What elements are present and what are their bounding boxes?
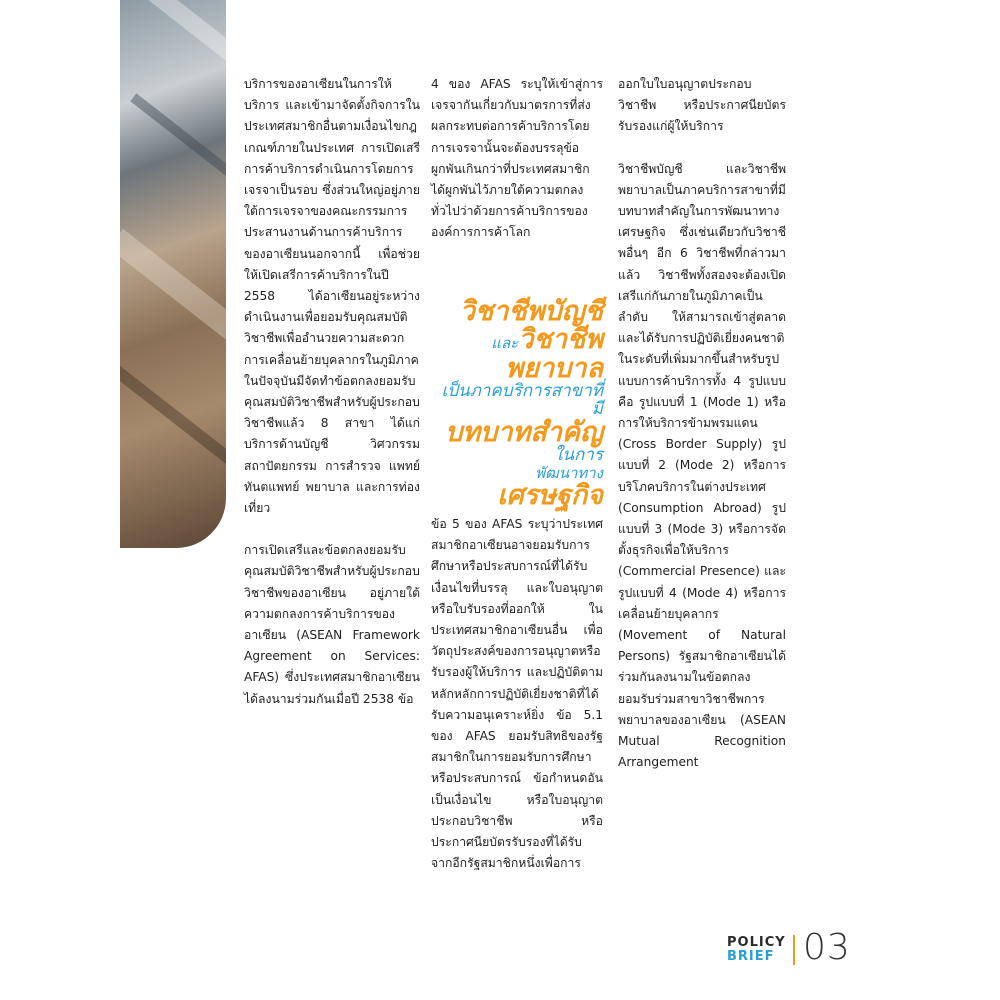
footer-brief-label: BRIEF [727, 949, 775, 964]
paragraph: วิชาชีพบัญชี และวิชาชีพพยาบาลเป็นภาคบริการสาขาที่มีบทบาทสำคัญในการพัฒนาทางเศรษฐกิจ ซึ่งเช่นเดียวกับวิชาชีพอื่นๆ อีก 6 วิชาชีพที่กล่าวมาแล้ว วิชาชีพทั้งสองจะต้องเปิดเสรีแก่กันภายในภูมิภาคเป็นลำดับ ให้สามารถเข้าสู่ตลาด และได้รับการปฏิบัติเยี่ยงคนชาติในระดับที่เพิ่มมากขึ้นสำหรับรูปแบบการค้าบริการทั้ง 4 รูปแบบ คือ รูปแบบที่ 1 (Mode 1) หรือการให้บริการข้ามพรมแดน (Cross Border Supply) รูปแบบที่ 2 (Mode 2) หรือการบริโภคบริการในต่างประเทศ (Consumption Abroad) รูปแบบที่ 3 (Mode 3) หรือการจัดตั้งธุรกิจเพื่อให้บริการ (Commercial Presence) และรูปแบบที่ 4 (Mode 4) หรือการเคลื่อนย้ายบุคลากร (Movement of Natural Persons) รัฐสมาชิกอาเซียนได้ร่วมกันลงนามในข้อตกลงยอมรับร่วมสาขาวิชาชีพการพยาบาลของอาเซียน (ASEAN Mutual Recognition Arrangement [618, 161, 786, 770]
pull-quote-line: เศรษฐกิจ [497, 479, 603, 511]
pull-quote [431, 298, 603, 510]
paragraph: การเปิดเสรีและข้อตกลงยอมรับคุณสมบัติวิชาชีพสำหรับผู้ประกอบวิชาชีพของอาเซียน อยู่ภายใต้ความตกลงการค้าบริการของอาเซียน (ASEAN Framework Agreement on Services: AFAS) ซึ่งประเทศสมาชิกอาเซียนได้ลงนามร่วมกันเมื่อปี 2538 ข้อ [244, 543, 420, 706]
text-column-2-top [431, 74, 603, 244]
text-column-2-bottom [431, 514, 603, 874]
page-number: 03 [803, 927, 851, 968]
header-photo [120, 0, 226, 548]
text-column-3 [618, 74, 786, 774]
paragraph: บริการของอาเซียนในการให้บริการ และเข้ามาจัดตั้งกิจการในประเทศสมาชิกอื่นตามเงื่อนไขกฎเกณฑ์ภายในประเทศ การเปิดเสรีการค้าบริการดำเนินการโดยการเจรจาเป็นรอบ ซึ่งส่วนใหญ่อยู่ภายใต้การเจรจาของคณะกรรมการประสานงานด้านการค้าบริการของอาเซียนนอกจากนี้ เพื่อช่วยให้เปิดเสรีการค้าบริการในปี 2558 ได้อาเซียนอยู่ระหว่างดำเนินงานเพื่อยอมรับคุณสมบัติวิชาชีพเพื่ออำนวยความสะดวกการเคลื่อนย้ายบุคลากรในภูมิภาคในปัจจุบันมีจัดทำข้อตกลงยอมรับคุณสมบัติวิชาชีพสำหรับผู้ประกอบวิชาชีพแล้ว 8 สาขา ได้แก่ บริการด้านบัญชี วิศวกรรม สถาปัตยกรรม การสำรวจ แพทย์ ทันตแพทย์ พยาบาล และการท่องเที่ยว [244, 77, 420, 516]
paragraph: 4 ของ AFAS ระบุให้เข้าสู่การเจรจากันเกี่ยวกับมาตรการที่ส่งผลกระทบต่อการค้าบริการโดยการเจรจานั้นจะต้องบรรลุข้อผูกพันเกินกว่าที่ประเทศสมาชิกได้ผูกพันไว้ภายใต้ความตกลงทั่วไปว่าด้วยการค้าบริการขององค์การการค้าโลก [431, 77, 603, 240]
pull-quote-line: ในการ [554, 445, 603, 466]
pull-quote-line: วิชาชีพบัญชี [459, 296, 603, 327]
footer-policy-label: POLICY [727, 935, 786, 950]
paragraph: ข้อ 5 ของ AFAS ระบุว่าประเทศสมาชิกอาเซียนอาจยอมรับการศึกษาหรือประสบการณ์ที่ได้รับ เงื่อนไขที่บรรลุ และใบอนุญาตหรือใบรับรองที่ออกให้ ในประเทศสมาชิกอาเซียนอื่น เพื่อวัตถุประสงค์ของการอนุญาตหรือรับรองผู้ให้บริการ และปฏิบัติตามหลักหลักการปฏิบัติเยี่ยงชาติที่ได้รับความอนุเคราะห์ยิ่ง ข้อ 5.1 ของ AFAS ยอมรับสิทธิของรัฐสมาชิกในการยอมรับการศึกษาหรือประสบการณ์ ข้อกำหนดอันเป็นเงื่อนไข หรือใบอนุญาตประกอบวิชาชีพ หรือประกาศนียบัตรรับรองที่ได้รับจากอีกรัฐสมาชิกหนึ่งเพื่อการ [431, 517, 603, 871]
pull-quote-line: วิชาชีพพยาบาล [505, 324, 603, 384]
pull-quote-line: และ [491, 334, 519, 353]
pull-quote-line: พัฒนาทาง [535, 463, 603, 482]
pull-quote-line: บทบาทสำคัญ [445, 416, 603, 448]
pull-quote-line: เป็นภาคบริการสาขาที่มี [441, 381, 603, 419]
footer-divider [793, 935, 795, 965]
text-column-1 [244, 74, 420, 710]
paragraph: ออกใบใบอนุญาตประกอบวิชาชีพ หรือประกาศนียบัตรรับรองแก่ผู้ให้บริการ [618, 77, 786, 134]
